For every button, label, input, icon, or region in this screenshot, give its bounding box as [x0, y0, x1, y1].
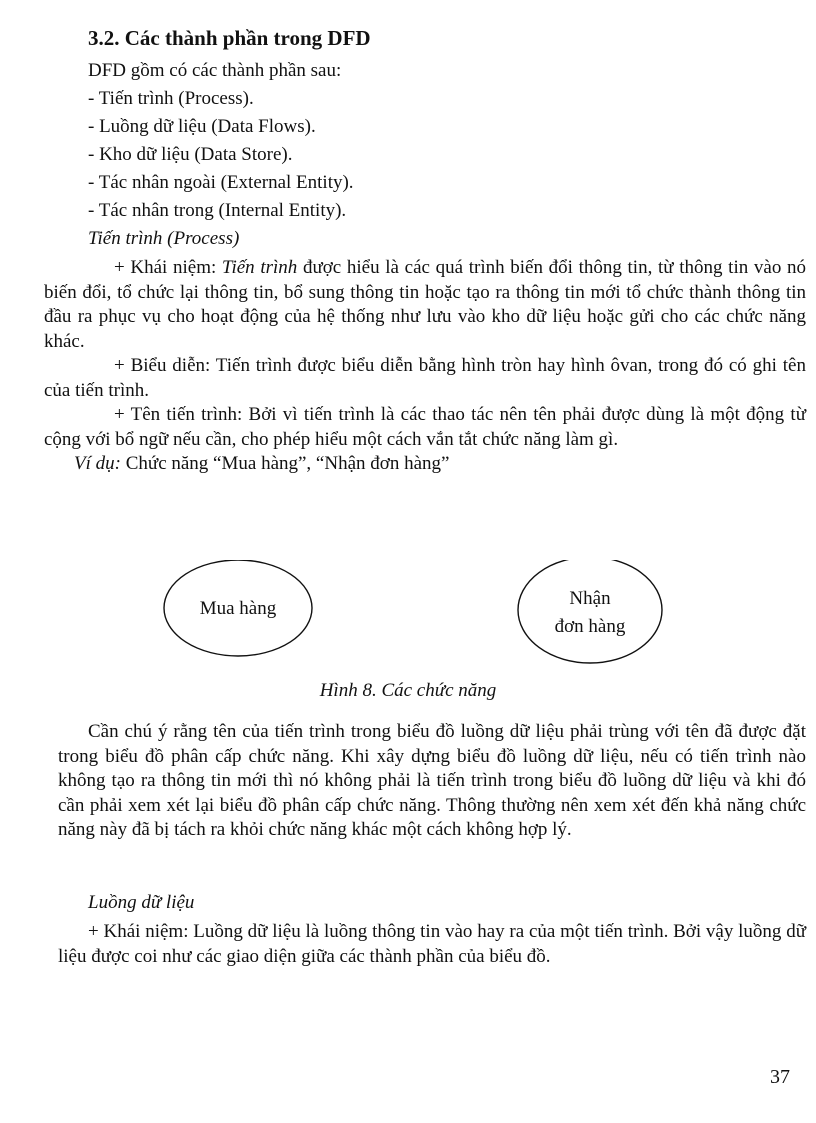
component-item: - Tác nhân trong (Internal Entity). [88, 200, 347, 221]
process-naming-paragraph: + Tên tiến trình: Bởi vì tiến trình là các thao tác nên tên phải được dùng là một động từ cộng với bổ ngữ nếu cần, cho phép hiểu một cách vắn tắt chức năng làm gì. [44, 404, 806, 450]
section-heading: 3.2. Các thành phần trong DFD [88, 26, 371, 50]
concept-term: Tiến trình [221, 257, 298, 278]
note-block [58, 720, 806, 843]
intro-line: DFD gồm có các thành phần sau: [88, 60, 342, 81]
note-paragraph: Cần chú ý rằng tên của tiến trình trong biểu đồ luồng dữ liệu phải trùng với tên đã được đặt trong biểu đồ phân cấp chức năng. Khi xây dựng biểu đồ luồng dữ liệu, nếu có tiến trình nào không tạo ra thông tin mới thì nó không phải là tiến trình trong biểu đồ luồng dữ liệu và khi đó cần phải xem xét lại biểu đồ phân cấp chức năng. Thông thường nên xem xét đến khả năng chức năng này đã bị tách ra khỏi chức năng khác một cách không hợp lý. [58, 721, 806, 840]
process-concept-paragraph [44, 256, 806, 354]
left-ellipse-label: Mua hàng [199, 598, 277, 619]
data-flow-block [58, 920, 806, 969]
data-flow-concept-paragraph: + Khái niệm: Luồng dữ liệu là luồng thông tin vào hay ra của một tiến trình. Bởi vậy luồng dữ liệu được coi như các giao diện giữa các thành phần của biểu đồ. [58, 921, 806, 967]
process-representation-paragraph: + Biểu diễn: Tiến trình được biểu diễn bằng hình tròn hay hình ôvan, trong đó có ghi tên của tiến trình. [44, 355, 806, 401]
figure-caption: Hình 8. Các chức năng [319, 680, 497, 701]
component-item: - Kho dữ liệu (Data Store). [88, 144, 293, 165]
example-paragraph [44, 452, 806, 477]
example-label: Ví dụ: [74, 453, 121, 474]
process-subheading: Tiến trình (Process) [88, 228, 240, 249]
component-item: - Luồng dữ liệu (Data Flows). [88, 116, 316, 137]
component-item: - Tác nhân ngoài (External Entity). [88, 172, 354, 193]
component-item: - Tiến trình (Process). [88, 88, 254, 109]
process-description [44, 256, 806, 477]
right-ellipse-label-line2: đơn hàng [554, 616, 626, 637]
concept-text: được hiểu là các quá trình biến đổi thông tin, từ thông tin vào nó biến đổi, tổ chức lại thông tin, bổ sung thông tin hoặc tạo ra thông tin mới tổ chức thành thông tin đầu ra phục vụ cho hoạt động của hệ thống như lưu vào kho dữ liệu hoặc gửi cho các chức năng khác. [44, 257, 807, 352]
page-number: 37 [770, 1066, 790, 1088]
concept-label: + Khái niệm: [114, 257, 222, 278]
right-ellipse-label-line1: Nhận [569, 588, 611, 609]
example-text: Chức năng “Mua hàng”, “Nhận đơn hàng” [120, 453, 450, 474]
data-flow-subheading: Luồng dữ liệu [88, 892, 195, 913]
process-ellipse-right [518, 560, 662, 663]
